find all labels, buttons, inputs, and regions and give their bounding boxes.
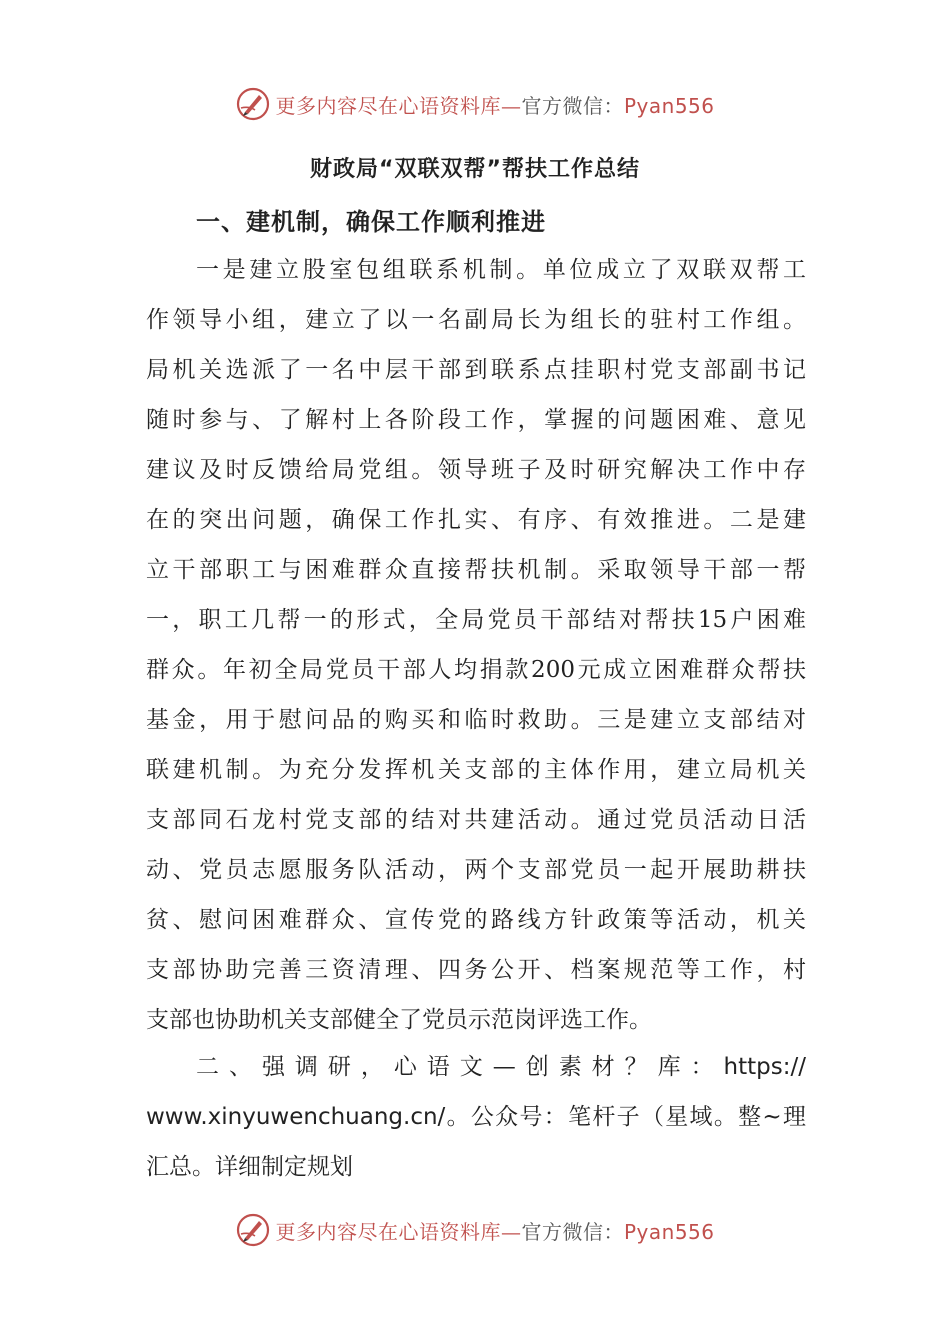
paragraph-line: 一，职工几帮一的形式，全局党员干部结对帮扶15户困难 [146, 607, 806, 633]
banner-content [235, 86, 714, 122]
paragraph-line: 群众。年初全局党员干部人均捐款200元成立困难群众帮扶 [146, 657, 806, 683]
banner-dash: — [500, 93, 522, 118]
paragraph-line: 局机关选派了一名中层干部到联系点挂职村党支部副书记 [146, 357, 806, 383]
section-2-prefix: 二、强调研，心语文—创素材？库： [196, 1054, 724, 1080]
banner-wechat-id: Pyan556 [623, 93, 715, 118]
paragraph-line: 动、党员志愿服务队活动，两个支部党员一起开展助耕扶 [146, 857, 806, 883]
header-banner [0, 82, 950, 126]
paragraph-line: 一是建立股室包组联系机制。单位成立了双联双帮工 [196, 257, 806, 283]
paragraph-line: 基金，用于慰问品的购买和临时救助。三是建立支部结对 [146, 707, 806, 733]
section-2-last-line: 汇总。详细制定规划 [146, 1154, 353, 1180]
banner-wechat-id: Pyan556 [623, 1219, 715, 1244]
pen-logo-icon [235, 86, 271, 122]
section-2-url-part1[interactable]: https:// [723, 1054, 806, 1080]
paragraph-line: 立干部职工与困难群众直接帮扶机制。采取领导干部一帮 [146, 557, 806, 583]
paragraph-line: 贫、慰问困难群众、宣传党的路线方针政策等活动，机关 [146, 907, 806, 933]
banner-content [235, 1212, 714, 1248]
paragraph-line: 在的突出问题，确保工作扎实、有序、有效推进。二是建 [146, 507, 806, 533]
banner-prefix: 更多内容尽在心语资料库 [275, 1219, 501, 1244]
banner-wechat-label: 官方微信： [521, 1219, 624, 1244]
banner-dash: — [500, 1219, 522, 1244]
document-title: 财政局“双联双帮”帮扶工作总结 [310, 157, 640, 182]
pen-logo-icon [235, 1212, 271, 1248]
paragraph-line: 作领导小组，建立了以一名副局长为组长的驻村工作组。 [146, 307, 806, 333]
section-heading-1: 一、建机制，确保工作顺利推进 [196, 208, 546, 236]
banner-wechat-label: 官方微信： [521, 93, 624, 118]
footer-banner [0, 1208, 950, 1252]
paragraph-line: 联建机制。为充分发挥机关支部的主体作用，建立局机关 [146, 757, 806, 783]
paragraph-line: 随时参与、了解村上各阶段工作，掌握的问题困难、意见 [146, 407, 806, 433]
paragraph-line: 支部也协助机关支部健全了党员示范岗评选工作。 [146, 1007, 652, 1033]
banner-prefix: 更多内容尽在心语资料库 [275, 93, 501, 118]
banner-text [275, 90, 714, 119]
paragraph-line: 支部协助完善三资清理、四务公开、档案规范等工作，村 [146, 957, 806, 983]
section-2-suffix: 。公众号：笔杆子（星域。整~理 [445, 1104, 806, 1130]
paragraph-line: 建议及时反馈给局党组。领导班子及时研究解决工作中存 [146, 457, 806, 483]
section-2-url-part2[interactable]: www.xinyuwenchuang.cn/ [146, 1104, 446, 1130]
banner-text [275, 1216, 714, 1245]
section-2-line [146, 1092, 806, 1142]
section-2-line [196, 1042, 806, 1092]
paragraph-line: 支部同石龙村党支部的结对共建活动。通过党员活动日活 [146, 807, 806, 833]
